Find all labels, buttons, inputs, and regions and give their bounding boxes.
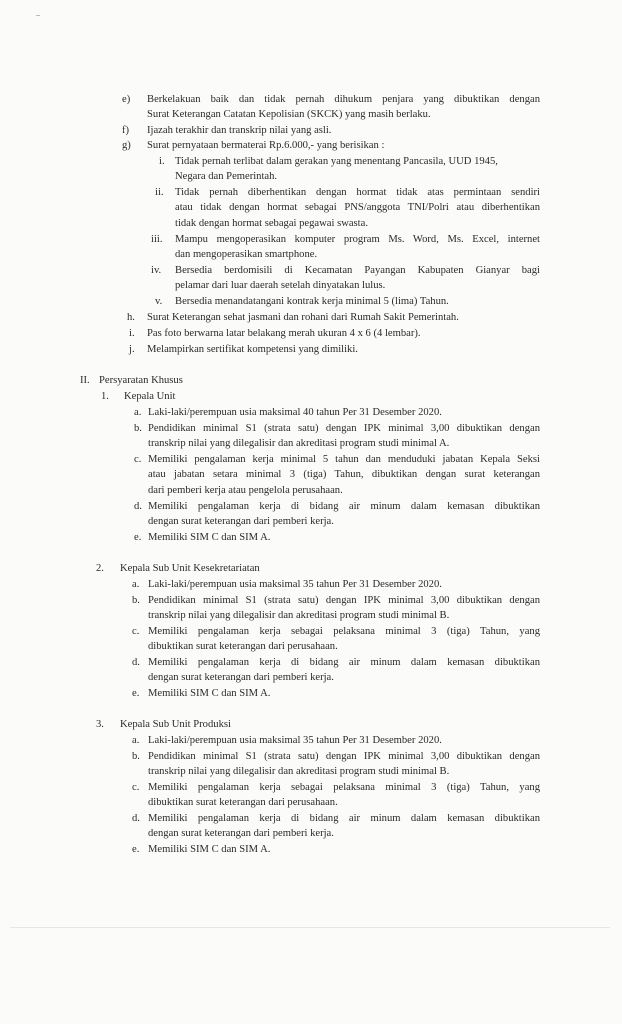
- req-marker: c.: [132, 626, 140, 637]
- req-text: Memiliki pengalaman kerja sebagai pelaksana minimal 3 (tiga) Tahun, yang: [148, 782, 540, 793]
- req-text: Memiliki pengalaman kerja di bidang air minum dalam kemasan dibuktikan: [148, 657, 540, 668]
- scan-mark: [36, 15, 40, 16]
- req-text: atau jabatan setara minimal 3 (tiga) Tahun, dibuktikan dengan surat keterangan: [148, 469, 540, 480]
- subitem-marker: ii.: [155, 187, 164, 198]
- unit-marker: 2.: [96, 563, 104, 574]
- req-text: transkrip nilai yang dilegalisir dan akreditasi program studi minimal B.: [148, 610, 450, 621]
- req-text: dengan surat keterangan dari pemberi kerja.: [148, 672, 334, 683]
- req-text: Memiliki SIM C dan SIM A.: [148, 844, 271, 855]
- req-marker: b.: [134, 423, 142, 434]
- req-marker: b.: [132, 751, 140, 762]
- item-marker: h.: [127, 312, 135, 323]
- section-marker: II.: [80, 375, 90, 386]
- req-marker: d.: [132, 657, 140, 668]
- subitem-text: Tidak pernah terlibat dalam gerakan yang menentang Pancasila, UUD 1945,: [175, 156, 498, 167]
- req-marker: c.: [132, 782, 140, 793]
- req-text: Memiliki pengalaman kerja sebagai pelaksana minimal 3 (tiga) Tahun, yang: [148, 626, 540, 637]
- req-text: Pendidikan minimal S1 (strata satu) dengan IPK minimal 3,00 dibuktikan dengan: [148, 595, 540, 606]
- req-marker: a.: [134, 407, 142, 418]
- subitem-text: Bersedia menandatangani kontrak kerja minimal 5 (lima) Tahun.: [175, 296, 449, 307]
- subitem-marker: iv.: [151, 265, 162, 276]
- req-marker: a.: [132, 735, 140, 746]
- req-text: Pendidikan minimal S1 (strata satu) dengan IPK minimal 3,00 dibuktikan dengan: [148, 751, 540, 762]
- subitem-marker: v.: [155, 296, 163, 307]
- req-marker: a.: [132, 579, 140, 590]
- req-text: Memiliki pengalaman kerja minimal 5 tahun dan menduduki jabatan Kepala Seksi: [148, 454, 540, 465]
- item-text: Surat Keterangan sehat jasmani dan rohani dari Rumah Sakit Pemerintah.: [147, 312, 459, 323]
- req-text: transkrip nilai yang dilegalisir dan akreditasi program studi minimal B.: [148, 766, 450, 777]
- unit-title: Kepala Sub Unit Kesekretariatan: [120, 563, 260, 574]
- req-marker: e.: [134, 532, 142, 543]
- item-text: Berkelakuan baik dan tidak pernah dihukum penjara yang dibuktikan dengan: [147, 94, 540, 105]
- subitem-text: pelamar dari luar daerah setelah dinyatakan lulus.: [175, 280, 386, 291]
- item-marker: e): [122, 94, 131, 105]
- section-heading: Persyaratan Khusus: [99, 375, 183, 386]
- item-marker: g): [122, 140, 131, 151]
- subitem-text: Bersedia berdomisili di Kecamatan Payangan Kabupaten Gianyar bagi: [175, 265, 540, 276]
- unit-title: Kepala Unit: [124, 391, 176, 402]
- subitem-marker: iii.: [151, 234, 163, 245]
- req-marker: e.: [132, 844, 140, 855]
- item-text: Surat Keterangan Catatan Kepolisian (SKCK) yang masih berlaku.: [147, 109, 431, 120]
- req-text: transkrip nilai yang dilegalisir dan akreditasi program studi minimal A.: [148, 438, 450, 449]
- req-marker: b.: [132, 595, 140, 606]
- subitem-text: Tidak pernah diberhentikan dengan hormat tidak atas permintaan sendiri: [175, 187, 540, 198]
- req-text: Memiliki SIM C dan SIM A.: [148, 532, 271, 543]
- req-text: Memiliki pengalaman kerja di bidang air minum dalam kemasan dibuktikan: [148, 501, 540, 512]
- req-text: Laki-laki/perempuan usia maksimal 35 tahun Per 31 Desember 2020.: [148, 579, 442, 590]
- req-marker: d.: [134, 501, 142, 512]
- req-text: dibuktikan surat keterangan dari perusahaan.: [148, 797, 338, 808]
- req-text: Laki-laki/perempuan usia maksimal 40 tahun Per 31 Desember 2020.: [148, 407, 442, 418]
- item-text: Ijazah terakhir dan transkrip nilai yang asli.: [147, 125, 332, 136]
- subitem-marker: i.: [159, 156, 165, 167]
- req-text: Laki-laki/perempuan usia maksimal 35 tahun Per 31 Desember 2020.: [148, 735, 442, 746]
- item-text: Pas foto berwarna latar belakang merah ukuran 4 x 6 (4 lembar).: [147, 328, 421, 339]
- req-text: dari pemberi kerja atau pengelola perusahaan.: [148, 485, 343, 496]
- subitem-text: Negara dan Pemerintah.: [175, 171, 278, 182]
- item-text: Surat pernyataan bermaterai Rp.6.000,- yang berisikan :: [147, 140, 385, 151]
- req-text: dibuktikan surat keterangan dari perusahaan.: [148, 641, 338, 652]
- subitem-text: tidak dengan hormat sebagai pegawai swasta.: [175, 218, 368, 229]
- req-text: dengan surat keterangan dari pemberi kerja.: [148, 516, 334, 527]
- unit-marker: 1.: [101, 391, 109, 402]
- req-text: dengan surat keterangan dari pemberi kerja.: [148, 828, 334, 839]
- unit-marker: 3.: [96, 719, 104, 730]
- item-marker: j.: [129, 344, 135, 355]
- req-text: Memiliki SIM C dan SIM A.: [148, 688, 271, 699]
- unit-title: Kepala Sub Unit Produksi: [120, 719, 231, 730]
- subitem-text: atau tidak dengan hormat sebagai PNS/anggota TNI/Polri atau diberhentikan: [175, 202, 540, 213]
- subitem-text: dan mengoperasikan smartphone.: [175, 249, 318, 260]
- subitem-text: Mampu mengoperasikan komputer program Ms. Word, Ms. Excel, internet: [175, 234, 540, 245]
- req-text: Memiliki pengalaman kerja di bidang air minum dalam kemasan dibuktikan: [148, 813, 540, 824]
- req-marker: c.: [134, 454, 142, 465]
- item-marker: f): [122, 125, 130, 136]
- req-marker: d.: [132, 813, 140, 824]
- item-marker: i.: [129, 328, 135, 339]
- req-marker: e.: [132, 688, 140, 699]
- req-text: Pendidikan minimal S1 (strata satu) dengan IPK minimal 3,00 dibuktikan dengan: [148, 423, 540, 434]
- item-text: Melampirkan sertifikat kompetensi yang dimiliki.: [147, 344, 358, 355]
- page-bottom-edge: [10, 927, 610, 928]
